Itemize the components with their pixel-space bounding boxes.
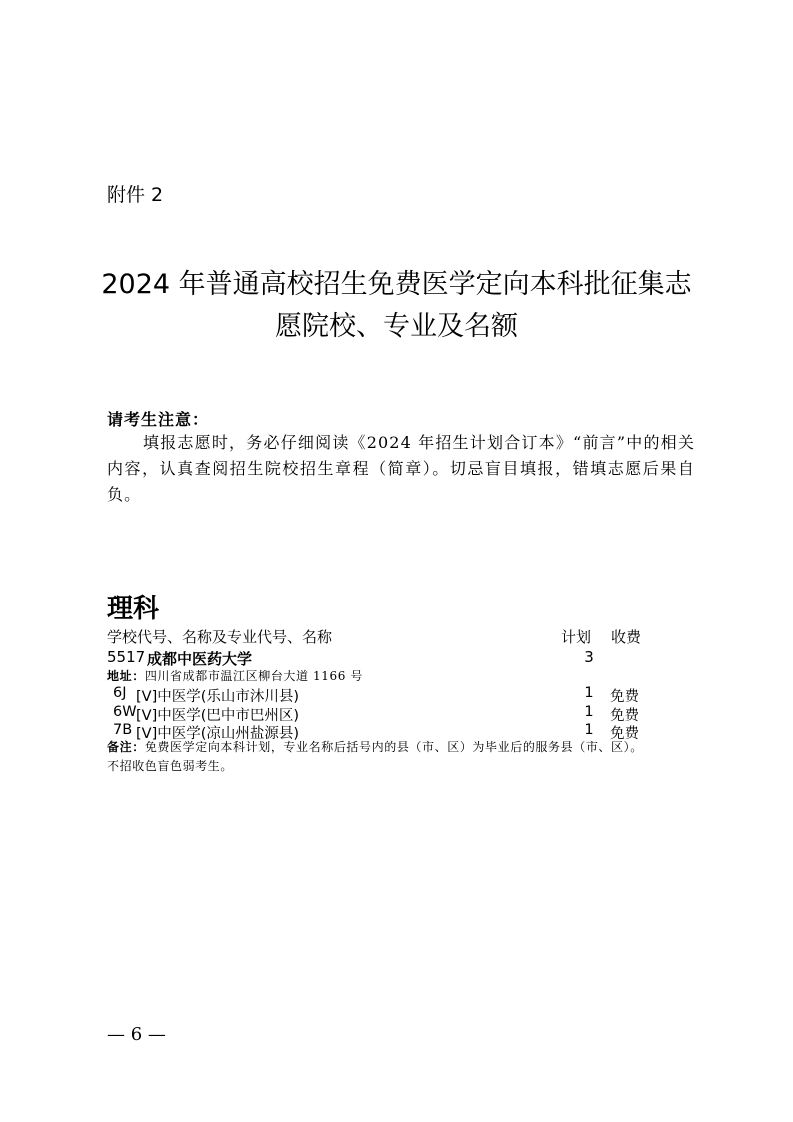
school-address — [107, 667, 363, 684]
school-code: 5517 — [107, 648, 146, 666]
table-header-plan: 计划 — [561, 628, 592, 646]
note-label: 备注： — [107, 740, 145, 754]
document-title-line-2: 愿院校、专业及名额 — [275, 311, 518, 342]
major-code: 7B — [113, 722, 133, 738]
notice-body: 填报志愿时，务必仔细阅读《2024 年招生计划合订本》“前言”中的相关内容，认真查阅招生院校招生章程（简章）。切忌盲目填报，错填志愿后果自负。 — [107, 433, 695, 504]
major-fee: 免费 — [610, 708, 639, 724]
major-plan: 1 — [584, 685, 594, 701]
table-header-school-major: 学校代号、名称及专业代号、名称 — [107, 628, 333, 646]
major-name: [V]中医学(巴中市巴州区) — [136, 708, 300, 724]
section-title: 理科 — [107, 594, 160, 624]
school-plan: 3 — [584, 648, 594, 666]
address-text: 四川省成都市温江区柳台大道 1166 号 — [144, 669, 363, 683]
major-plan: 1 — [584, 704, 594, 720]
notice-heading: 请考生注意： — [107, 410, 210, 429]
document-title-line-1: 2024 年普通高校招生免费医学定向本科批征集志 — [101, 269, 692, 300]
major-code: 6W — [113, 704, 137, 720]
table-header-fee: 收费 — [611, 628, 642, 646]
note-line-2: 不招收色盲色弱考生。 — [107, 759, 234, 773]
major-plan: 1 — [584, 722, 594, 738]
major-code: 6J — [113, 685, 127, 701]
note-text: 免费医学定向本科计划，专业名称后括号内的县（市、区）为毕业后的服务县（市、区）。 — [144, 740, 643, 754]
note-line-1 — [107, 738, 707, 757]
page-number: — 6 — — [107, 1024, 166, 1045]
major-fee: 免费 — [610, 689, 639, 705]
attachment-label: 附件 2 — [107, 184, 164, 206]
major-name: [V]中医学(乐山市沐川县) — [136, 689, 300, 705]
major-fee: 免费 — [610, 726, 639, 742]
major-name: [V]中医学(凉山州盐源县) — [136, 726, 300, 742]
school-name: 成都中医药大学 — [147, 650, 253, 668]
address-label: 地址： — [107, 669, 145, 683]
